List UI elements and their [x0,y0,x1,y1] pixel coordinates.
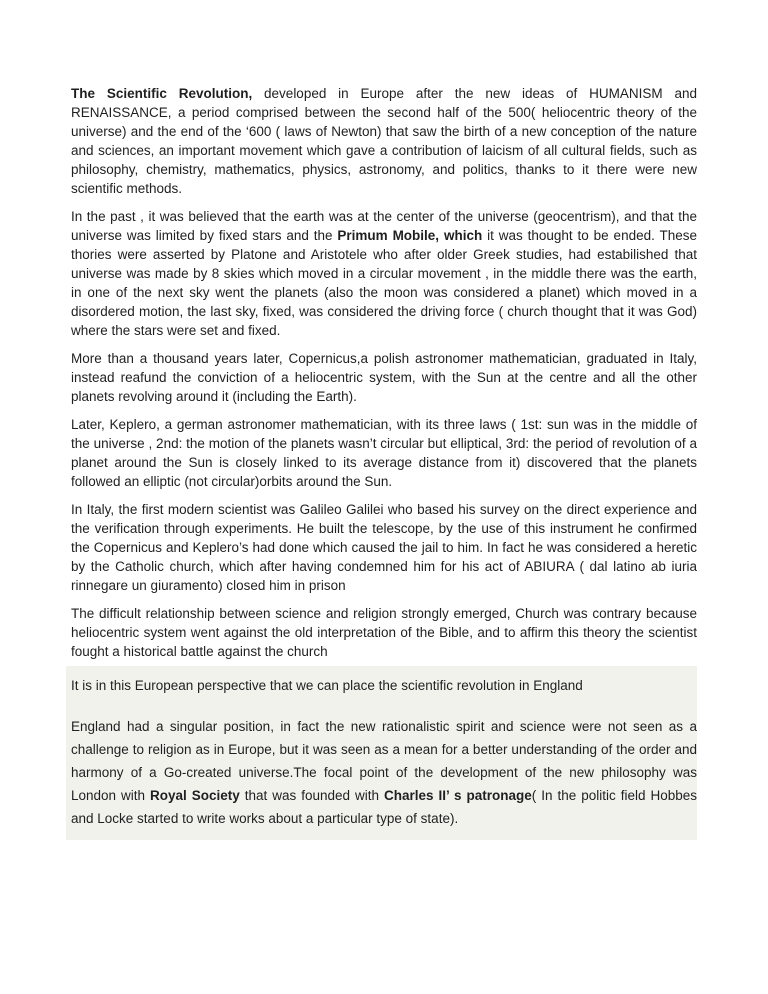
paragraph-geocentrism [71,207,697,340]
paragraph-european-perspective [71,676,697,695]
geocentrism-text-2: it was thought to be ended. These thories were asserted by Platone and Aristotele who after older Greek studies, had estabilished that universe was made by 8 skies which moved in a circular movement , in the middle there was the earth, in one of the next sky went the planets (also the moon was considered a planet) which moved in a disordered motion, the last sky, fixed, was considered the driving force ( church thought that it was God) where the stars were set and fixed. [71,228,698,338]
paragraph-england [71,715,697,830]
highlighted-section [66,666,697,840]
paragraph-intro [71,84,697,198]
geocentrism-text-1: In the past , it was believed that the earth was at the center of the universe (geocentrism), and that the universe was limited by fixed stars and the [71,209,697,243]
paragraph-galileo [71,500,697,595]
royal-society-bold: Royal Society [150,788,240,803]
document-body [71,84,697,840]
paragraph-keplero [71,415,697,491]
european-perspective-text: It is in this European perspective that we can place the scientific revolution in England [71,678,583,693]
church-text: The difficult relationship between science and religion strongly emerged, Church was contrary because heliocentric system went against the old interpretation of the Bible, and to affirm this theory the scientist fought a historical battle against the church [71,606,697,659]
paragraph-church [71,604,697,661]
england-text-2: that was founded with [239,788,385,803]
charles-patronage-bold: Charles II’ s patronage [384,788,532,803]
england-text-1: England had a singular position, in fact the new rationalistic spirit and science were not seen as a challenge to religion as in Europe, but it was seen as a mean for a better understanding of the order and harmony of a Go-created universe.The focal point of the development of the new philosophy was London with [71,719,697,803]
england-text-3: ( In the politic field Hobbes and Locke started to write works about a particular type of state). [71,788,697,826]
copernicus-text: More than a thousand years later, Copernicus,a polish astronomer mathematician, graduated in Italy, instead reafund the conviction of a heliocentric system, with the Sun at the centre and all the other planets revolving around it (including the Earth). [71,351,697,404]
intro-bold-lead: The Scientific Revolution, [71,86,253,101]
intro-text: developed in Europe after the new ideas of HUMANISM and RENAISSANCE, a period comprised between the second half of the 500( heliocentric theory of the universe) and the end of the ‘600 ( laws of Newton) that saw the birth of a new conception of the nature and sciences, an important movement which gave a contribution of laicism of all cultural fields, such as philosophy, chemistry, mathematics, physics, astronomy, and politics, thanks to it there were new scientific methods. [71,86,698,196]
primum-mobile-bold: Primum Mobile, which [337,228,483,243]
galileo-text: In Italy, the first modern scientist was Galileo Galilei who based his survey on the direct experience and the verification through experiments. He built the telescope, by the use of this instrument he confirmed the Copernicus and Keplero’s had done which caused the jail to him. In fact he was considered a heretic by the Catholic church, which after having condemned him for his act of ABIURA ( dal latino ab iuria rinnegare un giuramento) closed him in prison [71,502,697,593]
paragraph-copernicus [71,349,697,406]
keplero-text: Later, Keplero, a german astronomer mathematician, with its three laws ( 1st: sun was in the middle of the universe , 2nd: the motion of the planets wasn’t circular but elliptical, 3rd: the period of revolution of a planet around the Sun is closely linked to its average distance from it) discovered that the planets followed an elliptic (not circular)orbits around the Sun. [71,417,697,489]
